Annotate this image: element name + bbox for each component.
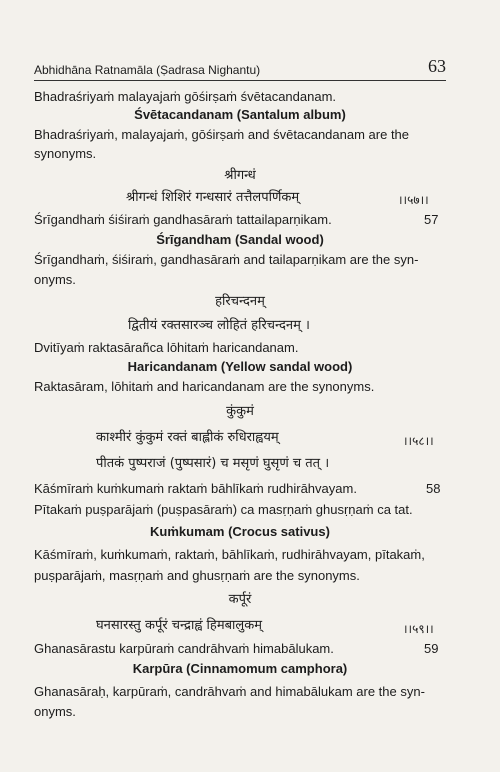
transliteration-line: Śrīgandhaṁ śiśiraṁ gandhasāraṁ tattailaparṇikam. <box>34 212 332 227</box>
sanskrit-heading: श्रीगन्धं <box>224 168 256 183</box>
sanskrit-verse: पीतकं पुष्पराजं (पुष्पसारं) च मसृणं घुसृणं च तत् । <box>96 456 330 471</box>
sanskrit-verse: काश्मीरं कुंकुमं रक्तं बाह्लीकं रुधिराह्वयम् <box>96 430 279 445</box>
verse-number: 59 <box>424 641 439 656</box>
transliteration-line: Kāśmīraṁ kuṁkumaṁ raktaṁ bāhlīkaṁ rudhirāhvayam. <box>34 481 357 496</box>
transliteration-line: Dvitīyaṁ raktasārañca lōhitaṁ haricandanam. <box>34 340 299 355</box>
sanskrit-verse: श्रीगन्धं शिशिरं गन्धसारं तत्तैलपर्णिकम् <box>126 190 300 205</box>
text-line: Bhadraśriyaṁ, malayajaṁ, gōśirṣaṁ and śvētacandanam are the <box>34 127 410 142</box>
verse-number: 58 <box>426 481 441 496</box>
header-title: Abhidhāna Ratnamāla (Ṣadrasa Nighantu) <box>34 63 261 77</box>
text-line: Raktasāram, lōhitaṁ and haricandanam are the synonyms. <box>34 379 375 394</box>
section-heading: Śrīgandham (Sandal wood) <box>156 232 324 247</box>
text-line: onyms. <box>34 704 76 719</box>
section-heading: Śvētacandanam (Santalum album) <box>134 107 346 122</box>
text-line: onyms. <box>34 272 76 287</box>
text-line: Ghanasāraḥ, karpūraṁ, candrāhvaṁ and himabālukam are the syn- <box>34 684 425 699</box>
page-number: 63 <box>428 56 446 76</box>
text-line: puṣparājaṁ, masṛṇaṁ and ghusṛṇaṁ are the synonyms. <box>34 568 360 583</box>
sanskrit-verse: द्वितीयं रक्तसारञ्च लोहितं हरिचन्दनम् । <box>128 318 310 333</box>
transliteration-line: Pītakaṁ puṣparājaṁ (puṣpasāraṁ) ca masṛṇaṁ ghusṛṇaṁ ca tat. <box>34 502 413 517</box>
text-line: synonyms. <box>34 146 97 161</box>
section-heading: Karpūra (Cinnamomum camphora) <box>132 661 348 676</box>
sanskrit-verse: घनसारस्तु कर्पूरं चन्द्राह्वं हिमबालुकम् <box>96 618 262 633</box>
text-line: Śrīgandhaṁ, śiśiraṁ, gandhasāraṁ and tailaparṇikam are the syn- <box>34 252 419 267</box>
section-heading: Kuṁkumam (Crocus sativus) <box>150 524 330 539</box>
text-line: Kāśmīraṁ, kuṁkumaṁ, raktaṁ, bāhlīkaṁ, rudhirāhvayam, pītakaṁ, <box>34 547 425 562</box>
sanskrit-heading: कुंकुमं <box>226 404 254 419</box>
text-line: Bhadraśriyaṁ malayajaṁ gōśirṣaṁ śvētacandanam. <box>34 89 337 104</box>
transliteration-line: Ghanasārastu karpūraṁ candrāhvaṁ himabālukam. <box>34 641 334 656</box>
section-heading: Haricandanam (Yellow sandal wood) <box>127 359 353 374</box>
running-header <box>34 56 446 78</box>
sanskrit-heading: हरिचन्दनम् <box>215 294 265 309</box>
verse-number: ।।५९।। <box>403 622 434 636</box>
sanskrit-heading: कर्पूरं <box>228 592 252 607</box>
verse-number: ।।५७।। <box>398 193 429 207</box>
header-rule <box>34 80 446 81</box>
verse-number: ।।५८।। <box>403 434 434 448</box>
verse-number: 57 <box>424 212 439 227</box>
